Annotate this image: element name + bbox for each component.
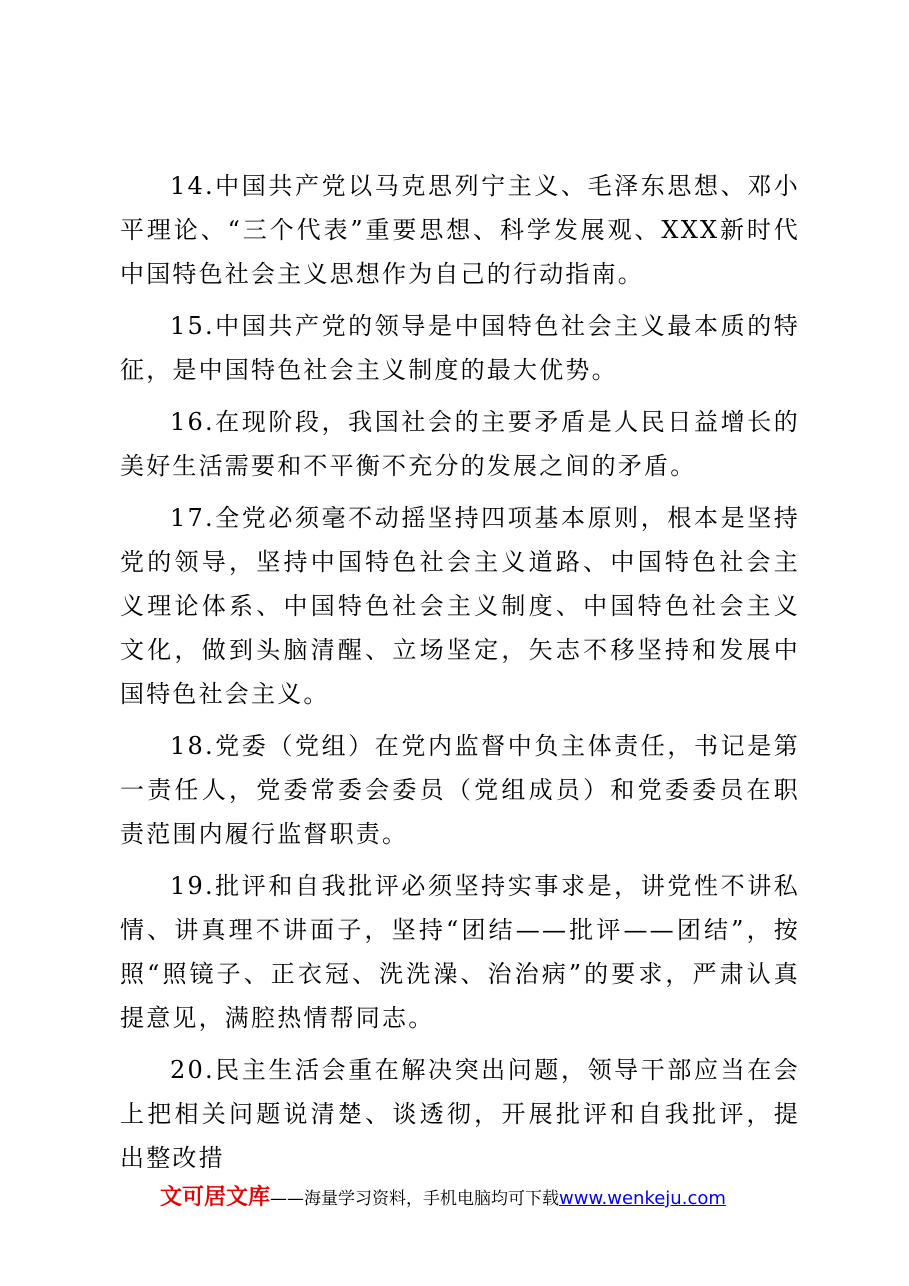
footer-tagline: ——海量学习资料，手机电脑均可下载	[270, 1189, 560, 1209]
paragraph-14: 14.中国共产党以马克思列宁主义、毛泽东思想、邓小平理论、“三个代表”重要思想、科学发展观、XXX新时代中国特色社会主义思想作为自己的行动指南。	[120, 172, 800, 288]
paragraph-17: 17.全党必须毫不动摇坚持四项基本原则，根本是坚持党的领导，坚持中国特色社会主义道路、中国特色社会主义理论体系、中国特色社会主义制度、中国特色社会主义文化，做到头脑清醒、立场坚定，矢志不移坚持和发展中国特色社会主义。	[120, 504, 800, 708]
document-body	[120, 164, 800, 1188]
footer-brand: 文可居文库	[160, 1185, 271, 1210]
footer-website-link[interactable]: www.wenkeju.com	[559, 1188, 726, 1209]
paragraph-16: 16.在现阶段，我国社会的主要矛盾是人民日益增长的美好生活需要和不平衡不充分的发展之间的矛盾。	[120, 408, 800, 480]
paragraph-18: 18.党委（党组）在党内监督中负主体责任，书记是第一责任人，党委常委会委员（党组成员）和党委委员在职责范围内履行监督职责。	[120, 732, 800, 848]
paragraph-20: 20.民主生活会重在解决突出问题，领导干部应当在会上把相关问题说清楚、谈透彻，开展批评和自我批评，提出整改措	[120, 1056, 800, 1172]
page-footer	[160, 1180, 800, 1216]
paragraph-19: 19.批评和自我批评必须坚持实事求是，讲党性不讲私情、讲真理不讲面子，坚持“团结——批评——团结”，按照“照镜子、正衣冠、洗洗澡、治治病”的要求，严肃认真提意见，满腔热情帮同志。	[120, 872, 800, 1032]
paragraph-15: 15.中国共产党的领导是中国特色社会主义最本质的特征，是中国特色社会主义制度的最大优势。	[120, 312, 800, 384]
